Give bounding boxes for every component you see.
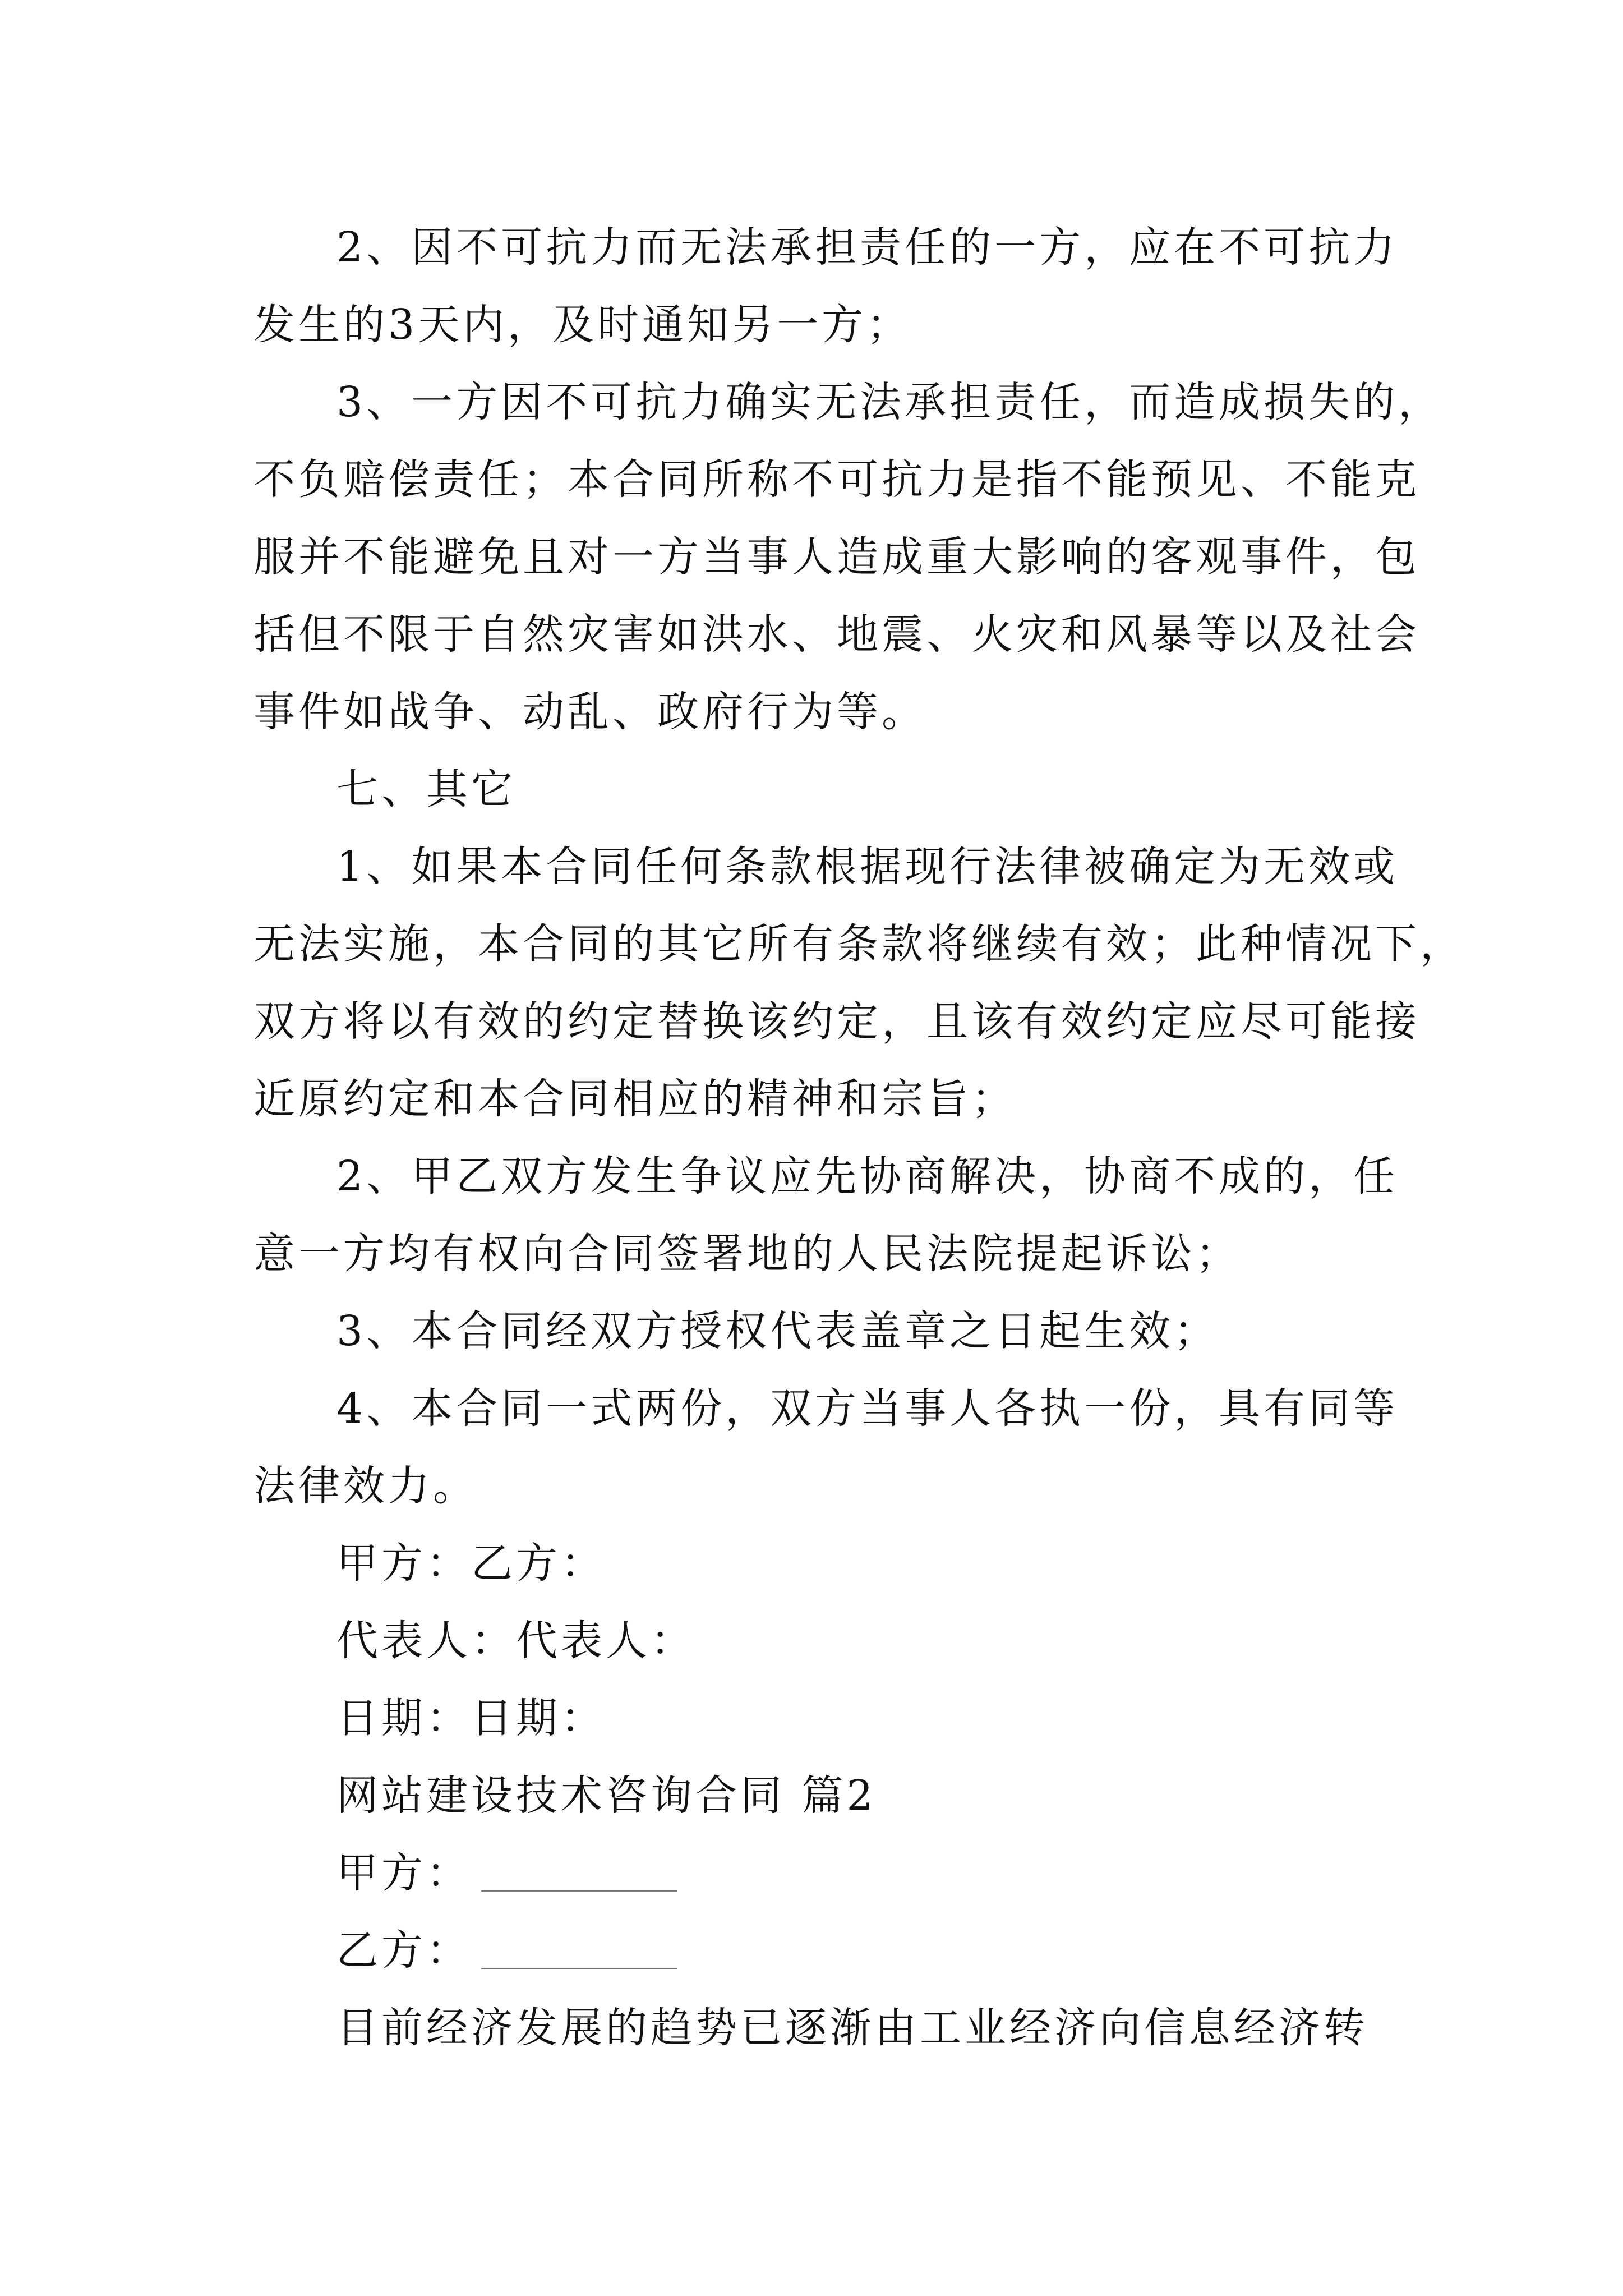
signature-line: 甲方：乙方： bbox=[336, 1539, 606, 1588]
paragraph-line: 1、如果本合同任何条款根据现行法律被确定为无效或 bbox=[336, 843, 1399, 891]
section-heading: 七、其它 bbox=[336, 765, 516, 813]
paragraph-line: 不负赔偿责任；本合同所称不可抗力是指不能预见、不能克 bbox=[253, 455, 1420, 504]
party-b-label: 乙方： bbox=[336, 1926, 471, 1975]
signature-line: 代表人：代表人： bbox=[336, 1617, 695, 1665]
paragraph-line: 双方将以有效的约定替换该约定，且该有效约定应尽可能接 bbox=[253, 997, 1420, 1046]
party-a-blank bbox=[481, 1890, 677, 1892]
party-b-blank bbox=[481, 1968, 677, 1969]
paragraph-line: 3、本合同经双方授权代表盖章之日起生效； bbox=[336, 1307, 1219, 1355]
party-line bbox=[336, 1926, 1458, 1975]
paragraph-line: 意一方均有权向合同签署地的人民法院提起诉讼； bbox=[253, 1230, 1241, 1278]
paragraph-line: 括但不限于自然灾害如洪水、地震、火灾和风暴等以及社会 bbox=[253, 610, 1420, 659]
paragraph-line: 发生的3天内，及时通知另一方； bbox=[253, 301, 912, 349]
paragraph-line: 服并不能避免且对一方当事人造成重大影响的客观事件，包 bbox=[253, 533, 1420, 581]
document-subtitle: 网站建设技术咨询合同 篇2 bbox=[336, 1772, 877, 1820]
paragraph-line: 3、一方因不可抗力确实无法承担责任，而造成损失的， bbox=[336, 378, 1444, 426]
paragraph-line: 法律效力。 bbox=[253, 1462, 478, 1510]
party-a-label: 甲方： bbox=[336, 1849, 471, 1897]
paragraph-line: 2、甲乙双方发生争议应先协商解决，协商不成的，任 bbox=[336, 1152, 1399, 1200]
signature-line: 日期：日期： bbox=[336, 1694, 606, 1742]
paragraph-line: 近原约定和本合同相应的精神和宗旨； bbox=[253, 1075, 1016, 1123]
paragraph-line: 无法实施，本合同的其它所有条款将继续有效；此种情况下， bbox=[253, 920, 1465, 968]
paragraph-line: 事件如战争、动乱、政府行为等。 bbox=[253, 688, 926, 736]
paragraph-line: 4、本合同一式两份，双方当事人各执一份，具有同等 bbox=[336, 1384, 1399, 1433]
party-line bbox=[336, 1849, 1458, 1897]
paragraph-line: 2、因不可抗力而无法承担责任的一方，应在不可抗力 bbox=[336, 223, 1399, 272]
paragraph-line: 目前经济发展的趋势已逐渐由工业经济向信息经济转 bbox=[336, 2004, 1368, 2052]
